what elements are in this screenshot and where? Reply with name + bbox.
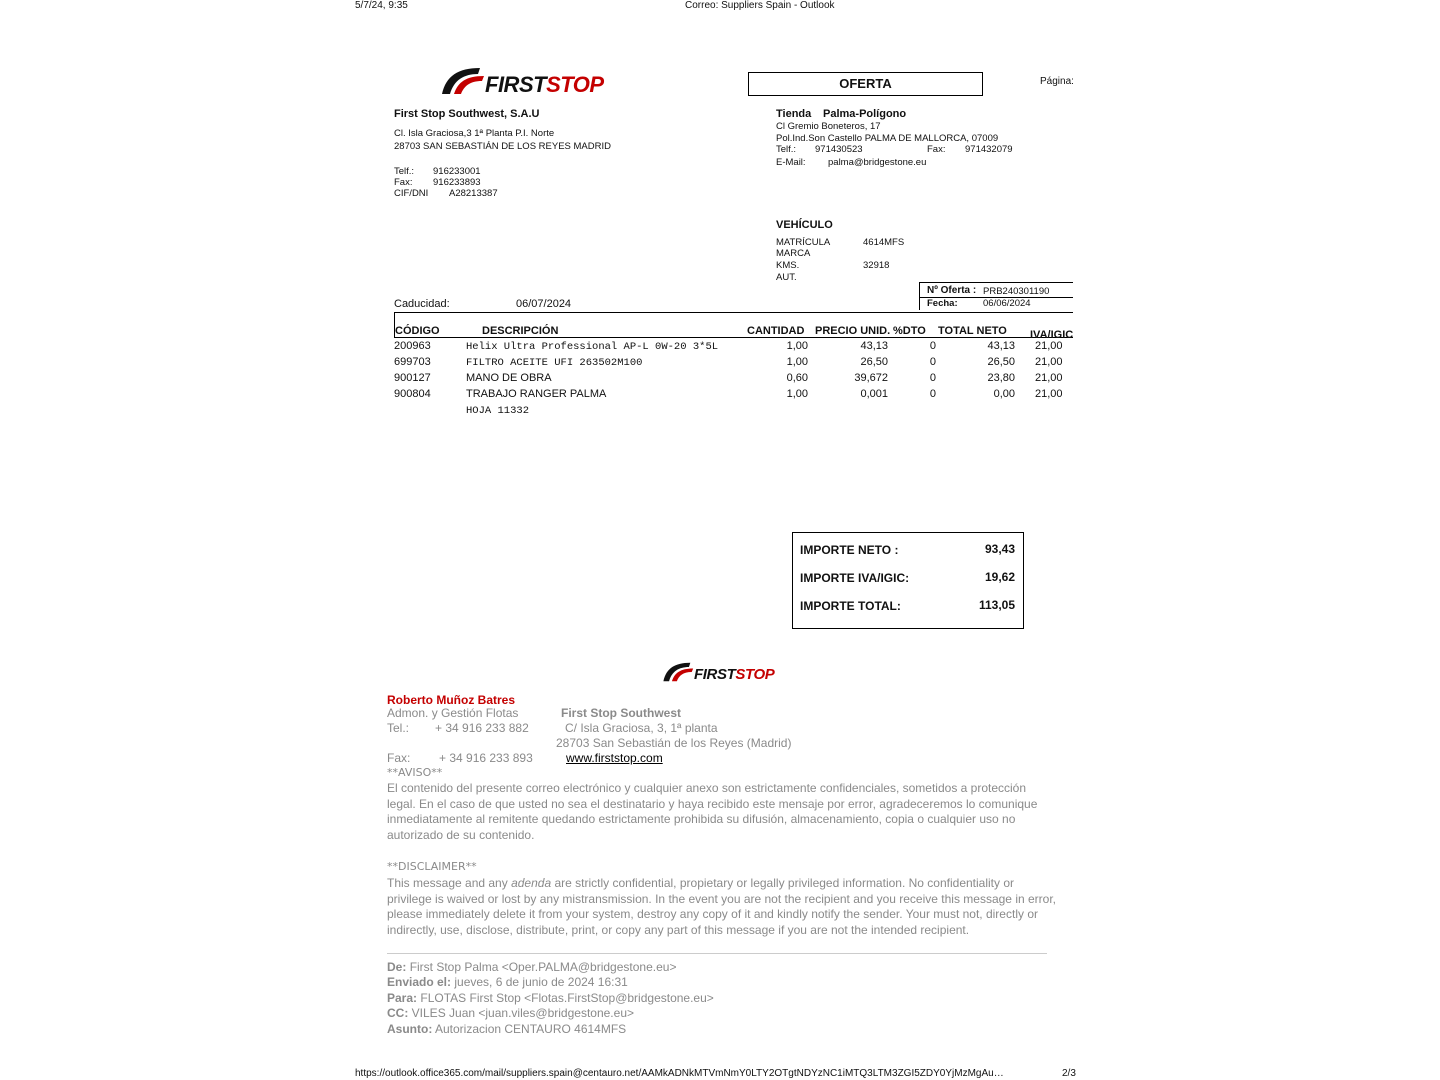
vehicle-plate: 4614MFS [863, 237, 905, 248]
row-qty: 1,00 [786, 388, 808, 400]
store-tel-label: Telf.: [776, 144, 797, 155]
header-sent-label: Enviado el: [387, 975, 452, 989]
row-code: 699703 [394, 356, 431, 368]
company-address2: 28703 SAN SEBASTIÁN DE LOS REYES MADRID [394, 141, 611, 152]
signature-fax-label: Fax: [387, 751, 411, 765]
col-header-desc: DESCRIPCIÓN [482, 325, 559, 337]
row-code: 900804 [394, 388, 431, 400]
vehicle-kms-label: KMS. [776, 260, 800, 271]
row-desc: FILTRO ACEITE UFI 263502M100 [466, 357, 643, 369]
col-header-total: TOTAL NETO [938, 325, 1007, 337]
print-datetime: 5/7/24, 9:35 [355, 0, 408, 11]
print-page-number: 2/3 [1062, 1068, 1076, 1079]
store-label: Tienda [776, 108, 812, 120]
signature-company: First Stop Southwest [561, 706, 681, 720]
row-code: 200963 [394, 340, 431, 352]
company-cif-label: CIF/DNI [394, 188, 429, 199]
row-desc: MANO DE OBRA [466, 372, 552, 384]
store-tel: 971430523 [815, 144, 863, 155]
row-iva: 21,00 [1035, 340, 1063, 352]
store-address1: Cl Gremio Boneteros, 17 [776, 121, 881, 132]
row-desc: Helix Ultra Professional AP-L 0W-20 3*5L [466, 341, 719, 353]
total-grand-label: IMPORTE TOTAL: [800, 599, 901, 613]
signature-fax: + 34 916 233 893 [439, 751, 533, 765]
signature-web-link[interactable]: www.firststop.com [566, 751, 663, 765]
header-from-value: First Stop Palma <Oper.PALMA@bridgestone.eu> [409, 960, 677, 974]
company-fax-label: Fax: [394, 177, 413, 188]
signature-logo [662, 661, 782, 685]
store-fax-label: Fax: [927, 144, 946, 155]
row-dto: 0 [929, 340, 936, 352]
row-price: 0,001 [860, 388, 888, 400]
firststop-logo [440, 66, 604, 98]
disclaimer-text-post: are strictly confidential, propietary or legally privileged information. No confidentiality or privilege is waived or lost by any mistransmission. In the event you are not the recipient and you receive this message in error, please immediately delete it from your system, destroy any copy of it and kindly notify the sender. Your must not, directly or indirectly, use, disclose, distribute, print, or copy any part of this message if you are not the intended recipient. [387, 876, 1056, 938]
oferta-heading: OFERTA [839, 76, 892, 91]
row-dto: 0 [929, 372, 936, 384]
header-cc [387, 1006, 634, 1020]
header-to-value: FLOTAS First Stop <Flotas.FirstStop@bridgestone.eu> [420, 991, 714, 1005]
store-name: Palma-Polígono [823, 108, 907, 120]
row-qty: 1,00 [786, 356, 808, 368]
row-code: 900127 [394, 372, 431, 384]
row-total: 26,50 [987, 356, 1015, 368]
signature-address2: 28703 San Sebastián de los Reyes (Madrid) [556, 736, 792, 750]
row-total: 43,13 [987, 340, 1015, 352]
company-cif: A28213387 [449, 188, 498, 199]
header-subject-value: Autorizacion CENTAURO 4614MFS [435, 1022, 627, 1036]
header-from-label: De: [387, 960, 407, 974]
header-divider [387, 953, 1047, 954]
offer-number-label: Nº Oferta : [927, 285, 977, 296]
signature-name: Roberto Muñoz Batres [387, 693, 516, 707]
signature-logo-text: FIRSTSTOP [694, 666, 775, 683]
total-vat-value: 19,62 [984, 570, 1015, 584]
header-sent [387, 975, 628, 989]
row-price: 39,672 [854, 372, 888, 384]
table-top-border [394, 312, 1073, 313]
print-title: Correo: Suppliers Spain - Outlook [685, 0, 835, 11]
company-address1: Cl. Isla Graciosa,3 1ª Planta P.I. Norte [394, 128, 555, 139]
header-sent-value: jueves, 6 de junio de 2024 16:31 [454, 975, 628, 989]
offer-number-left-border [919, 282, 920, 310]
row-iva: 21,00 [1035, 372, 1063, 384]
row-price: 43,13 [860, 340, 888, 352]
store-address2: Pol.Ind.Son Castello PALMA DE MALLORCA, 07009 [776, 133, 999, 144]
vehicle-heading: VEHÍCULO [776, 219, 833, 231]
row-price: 26,50 [860, 356, 888, 368]
row-dto: 0 [929, 388, 936, 400]
offer-number: PRB240301190 [983, 286, 1050, 297]
vehicle-kms: 32918 [863, 260, 890, 271]
row-qty: 0,60 [786, 372, 808, 384]
company-tel-label: Telf.: [394, 166, 415, 177]
vehicle-aut-label: AUT. [776, 272, 797, 283]
col-header-qty: CANTIDAD [747, 325, 805, 337]
total-vat-label: IMPORTE IVA/IGIC: [800, 571, 910, 585]
signature-role: Admon. y Gestión Flotas [387, 706, 519, 720]
header-subject-label: Asunto: [387, 1022, 433, 1036]
col-header-iva: IVA/IGIC [1030, 329, 1073, 341]
row-total: 23,80 [987, 372, 1015, 384]
disclaimer-title: **DISCLAIMER** [387, 860, 477, 873]
header-cc-label: CC: [387, 1006, 409, 1020]
offer-number-top-border [919, 282, 1073, 283]
company-tel: 916233001 [433, 166, 481, 177]
row-qty: 1,00 [786, 340, 808, 352]
store-fax: 971432079 [965, 144, 1013, 155]
col-header-dto: %DTO [893, 325, 926, 337]
table-header-border [394, 337, 1073, 338]
company-fax: 916233893 [433, 177, 481, 188]
header-to-label: Para: [387, 991, 418, 1005]
disclaimer-text-italic: adenda [511, 876, 552, 890]
disclaimer-text-pre: This message and any [387, 876, 512, 890]
row-desc: TRABAJO RANGER PALMA [466, 388, 607, 400]
table-note: HOJA 11332 [466, 405, 530, 417]
row-dto: 0 [929, 356, 936, 368]
expiry-date: 06/07/2024 [516, 298, 572, 310]
row-total: 0,00 [993, 388, 1015, 400]
header-to [387, 991, 714, 1005]
signature-address1: C/ Isla Graciosa, 3, 1ª planta [565, 721, 718, 735]
disclaimer-text [387, 876, 1057, 939]
page-label: Página: [1040, 76, 1074, 87]
signature-tel-label: Tel.: [387, 721, 410, 735]
vehicle-brand-label: MARCA [776, 248, 811, 259]
expiry-label: Caducidad: [394, 298, 450, 310]
print-url: https://outlook.office365.com/mail/suppliers.spain@centauro.net/AAMkADNkMTVmNmY0LTY2OTgtNDYzNC1iMTQ3LTM3ZGI5ZDY0YjMzMgAu… [355, 1068, 1004, 1079]
signature-tel: + 34 916 233 882 [435, 721, 529, 735]
store-email: palma@bridgestone.eu [828, 157, 927, 168]
header-from [387, 960, 676, 974]
offer-date-label: Fecha: [927, 298, 958, 309]
signature-logo-swoosh-icon [662, 661, 696, 683]
header-cc-value: VILES Juan <juan.viles@bridgestone.eu> [411, 1006, 634, 1020]
company-name: First Stop Southwest, S.A.U [394, 108, 540, 120]
total-grand-value: 113,05 [978, 598, 1015, 612]
aviso-title: **AVISO** [387, 766, 443, 779]
header-subject [387, 1022, 626, 1036]
row-iva: 21,00 [1035, 356, 1063, 368]
vehicle-plate-label: MATRÍCULA [776, 237, 831, 248]
logo-text: FIRSTSTOP [485, 72, 604, 97]
logo-swoosh-icon [440, 66, 488, 96]
total-net-value: 93,43 [984, 542, 1015, 556]
col-header-price: PRECIO UNID. [815, 325, 891, 337]
total-net-label: IMPORTE NETO : [800, 543, 899, 557]
aviso-text: El contenido del presente correo electrónico y cualquier anexo son estrictamente confidenciales, sometidos a protección legal. En el caso de que usted no sea el destinatario y haya recibido este mensaje por error, agradeceremos lo comunique inmediatamente al remitente quedando estrictamente prohibida su difusión, almacenamiento, copia o cualquier uso no autorizado de su contenido. [387, 781, 1038, 843]
col-header-code: CÓDIGO [395, 325, 440, 337]
row-iva: 21,00 [1035, 388, 1063, 400]
offer-date: 06/06/2024 [983, 298, 1031, 309]
store-email-label: E-Mail: [776, 157, 806, 168]
